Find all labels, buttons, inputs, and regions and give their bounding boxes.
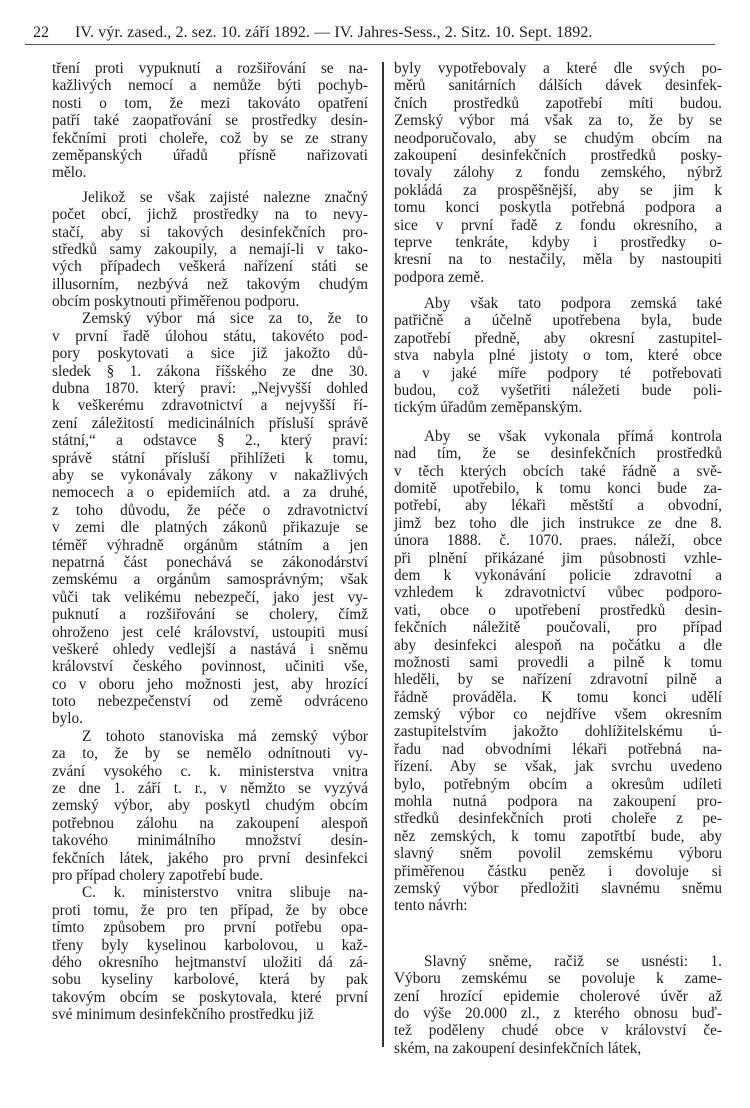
right-column [394, 60, 722, 1057]
text-line: patří také zaopatřování se prostředky desin- [52, 112, 368, 130]
paragraph [394, 953, 722, 1057]
text-line: zastupitelstvím jakožto dohlížitelskému ú- [394, 723, 722, 741]
text-line: tření proti vypuknutí a rozšiřování se na- [52, 60, 368, 77]
text-line: podpora země. [394, 268, 485, 286]
text-line: v zemi dle platných zákonů přikazuje se [52, 519, 368, 537]
text-line: hleděli, by se nařízení zdravotní pilně a [394, 671, 722, 689]
text-line: patřičně a účelně upotřebena byla, bude [394, 312, 722, 330]
text-line: Zemský výbor má však za to, že by se [394, 112, 722, 130]
text-line: nosti o tom, že mezi takováto opatření [52, 94, 368, 112]
text-line: téměř výhradně orgánům státním a jen [52, 536, 368, 554]
text-line: fekčních látek, jakého pro první desinfekci [52, 849, 368, 867]
text-line: tež poděleny chudé obce v království če- [394, 1022, 722, 1040]
paragraph [394, 60, 722, 286]
text-line: slavný sněm povolil zemskému výboru [394, 845, 722, 863]
text-line: pory poskytovati a sice již jakožto dů- [52, 345, 368, 363]
text-line: v těch kterých obcích také řádně a svě- [394, 462, 722, 480]
text-line: ohroženo jest celé království, ustoupiti musí [52, 623, 368, 641]
page-number: 22 [33, 24, 49, 41]
text-line: v první řadě úlohou státu, takovéto pod- [52, 327, 368, 345]
text-line: toto nebezpečenství od země odvráceno [52, 693, 368, 711]
text-line: Z tohoto stanoviska má zemský výbor [82, 727, 368, 745]
text-line: nemocech a o epidemiích atd. a za druhé, [52, 484, 368, 502]
text-line: C. k. ministerstvo vnitra slibuje na- [82, 884, 368, 902]
text-line: zapotřebí předně, aby okresní zastupitel- [394, 329, 722, 347]
text-line: nad tím, že se desinfekčních prostředků [394, 445, 722, 463]
paragraph [394, 428, 722, 915]
text-line: budou, což vyšetřiti náležeti bude poli- [394, 382, 722, 400]
text-line: zemskému a orgánům samosprávným; však [52, 571, 368, 589]
text-line: pokládá za prospěšnější, aby se jim k [394, 181, 722, 199]
text-line: a v jaké míře podpory té potřebovati [394, 364, 722, 382]
text-line: zemský výbor předložiti slavnému sněmu [394, 879, 722, 897]
text-line: bylo, potřebným obcím a okresům udíleti [394, 775, 722, 793]
running-header [33, 22, 713, 44]
paragraph [52, 728, 368, 885]
text-line: Aby však tato podpora zemská také [424, 295, 722, 313]
text-line: aby desinfekci alespoň na počátku a dle [394, 636, 722, 654]
text-line: přiměřenou částku peněz i dovoluje si [394, 862, 722, 880]
text-line: tímto způsobem pro první potřebu opa- [52, 919, 368, 937]
text-line: zení hrozící epidemie cholerové úvěr až [394, 987, 722, 1005]
text-line: sobu kyseliny karbolové, která by pak [52, 971, 368, 989]
text-line: fekčními proti choleře, což by se ze strany [52, 129, 368, 147]
paragraph [52, 310, 368, 727]
text-line: mělo. [52, 164, 87, 182]
text-line: veškeré ohledy vedlejší a nastává i sněmu [52, 640, 368, 658]
text-line: illusorním, nezbývá než takovým chudým [52, 275, 368, 293]
text-line: správě státní přísluší přihlížeti k tomu, [52, 449, 368, 467]
text-line: aby se vykonávaly zákony v nakažlivých [52, 466, 368, 484]
text-line: stačí, aby si takových desinfekčních pro- [52, 223, 368, 241]
header-rule [25, 44, 715, 45]
text-line: puknutí a rozšiřování se cholery, čímž [52, 606, 368, 624]
left-column [52, 60, 368, 1023]
text-line: řádně prováděla. K tomu konci udělí [394, 688, 722, 706]
text-line: sice v první řadě z fondu okresního, a [394, 216, 722, 234]
text-line: vzhledem k zdravotnictví vůbec podporo- [394, 584, 722, 602]
text-line: potřebnou zálohu na zakoupení alespoň [52, 814, 368, 832]
text-line: království českého povinnost, učiniti vše, [52, 658, 368, 676]
text-line: možnosti sami provedli a pilně k tomu [394, 653, 722, 671]
text-line: bylo. [52, 710, 84, 728]
text-line: neodporučovalo, aby se chudým obcím na [394, 129, 722, 147]
text-line: Jelikož se však zajisté nalezne značný [82, 188, 368, 206]
text-line: k veškerému zdravotnictví a nejvyšší ří- [52, 397, 368, 415]
text-line: státní,“ a odstavce § 2., který praví: [52, 432, 368, 450]
text-line: za to, že by se nemělo odnítnouti vy- [52, 745, 368, 763]
text-line: proti tomu, že pro ten případ, že by obce [52, 901, 368, 919]
text-line: třeny byly kyselinou karbolovou, u kaž- [52, 936, 368, 954]
text-line: potřebí, aby lékaři městští a obvodní, [394, 497, 722, 515]
text-line: řízení. Aby se však, jak svrchu uvedeno [394, 758, 722, 776]
running-title: IV. výr. zased., 2. sez. 10. září 1892. — IV. Jahres-Sess., 2. Sitz. 10. Sept. 1892. [75, 24, 593, 41]
text-line: čních prostředků zapotřebí míti budou. [394, 94, 722, 112]
text-line: něz zemských, k tomu zapotřtbí bude, aby [394, 827, 722, 845]
text-line: vati, obce o upotřebení prostředků desin- [394, 601, 722, 619]
text-line: z toho důvodu, že péče o zdravotnictví [52, 501, 368, 519]
text-line: Aby se však vykonala přímá kontrola [424, 427, 722, 445]
text-line: tomu konci poskytla potřebná podpora a [394, 199, 722, 217]
text-line: ze dne 1. září t. r., v němžto se vyzývá [52, 780, 368, 798]
text-line: středků desinfekčních proti choleře z pe- [394, 810, 722, 828]
text-line: zemský výbor co nejdříve všem okresním [394, 706, 722, 724]
text-line: zení záležitostí medicinálních přísluší správě [52, 414, 368, 432]
text-line: co v oboru jeho možnosti jest, aby hrozící [52, 675, 368, 693]
text-line: své minimum desinfekčního prostředku již [52, 1006, 314, 1024]
paragraph [52, 884, 368, 1023]
text-line: stva nabyla plné jistoty o tom, které obce [394, 347, 722, 365]
text-line: tovaly zálohy z fondu zemského, nýbrž [394, 164, 722, 182]
text-line: vůči tak velikému nebezpečí, jako jest vy- [52, 588, 368, 606]
text-line: dubna 1870. který praví: „Nejvyšší dohled [52, 380, 368, 398]
text-line: řadu nad obvodními lékaři potřebná na- [394, 740, 722, 758]
paragraph [52, 189, 368, 311]
text-line: Slavný sněme, račiž se usnésti: 1. [424, 952, 722, 970]
text-line: nepatrná část ponechává se zákonodárství [52, 553, 368, 571]
paragraph [52, 60, 368, 182]
text-line: kažlivých nemocí a nemůže býti pochyb- [52, 77, 368, 95]
text-line: zeměpanských úřadů přísně nařizovati [52, 146, 368, 164]
text-line: teprve tenkráte, kdyby i prostředky o- [394, 233, 722, 251]
text-line: zvání vysokého c. k. ministerstva vnitra [52, 762, 368, 780]
text-line: měrů sanitárních dálších dávek desinfek- [394, 77, 722, 95]
text-line: domitě upotřebilo, k tomu konci bude za- [394, 479, 722, 497]
text-line: do výše 20.000 zl., z kterého obnosu buď- [394, 1004, 722, 1022]
text-line: února 1888. č. 1070. praes. náleží, obce [394, 532, 722, 550]
text-line: dem k vykonávání policie zdravotní a [394, 566, 722, 584]
text-line: takovým obcím se poskytovala, které první [52, 988, 368, 1006]
text-line: vých případech veškerá nařízení státi se [52, 258, 368, 276]
text-line: obcím poskytnouti přiměřenou podporu. [52, 293, 300, 311]
text-line: jimž bez toho dle jich instrukce ze dne 8. [394, 514, 722, 532]
text-line: kresní na to nestačily, měla by nastoupiti [394, 251, 722, 269]
text-line: Zemský výbor má sice za to, že to [82, 310, 368, 328]
text-line: sledek § 1. zákona říšského ze dne 30. [52, 362, 368, 380]
text-line: dého okresního hejtmanství uložiti dá zá- [52, 953, 368, 971]
text-line: zemský výbor, aby poskytl chudým obcím [52, 797, 368, 815]
text-line: tento návrh: [394, 897, 468, 915]
text-line: takového minimálního množství desin- [52, 832, 368, 850]
text-line: fekčních náležitě poučovali, pro případ [394, 619, 722, 637]
column-divider [382, 62, 384, 1047]
text-line: počet obcí, jichž prostředky na to nevy- [52, 206, 368, 224]
text-line: při plnění přikázané jim působnosti vzhle- [394, 549, 722, 567]
text-line: mohla nutná podpora na zakoupení pro- [394, 793, 722, 811]
text-line: byly vypotřebovaly a které dle svých po- [394, 60, 722, 77]
text-line: pro případ cholery zapotřebí bude. [52, 866, 264, 884]
text-line: Výboru zemskému se povoluje k zame- [394, 970, 722, 988]
text-line: středků samy zakoupily, a nemají-li v tako- [52, 240, 368, 258]
paragraph [394, 295, 722, 417]
text-line: ském, na zakoupení desinfekčních látek, [394, 1039, 642, 1057]
text-line: tickým úřadům zeměpanským. [394, 399, 583, 417]
text-line: zakoupení desinfekčních prostředků posky- [394, 146, 722, 164]
